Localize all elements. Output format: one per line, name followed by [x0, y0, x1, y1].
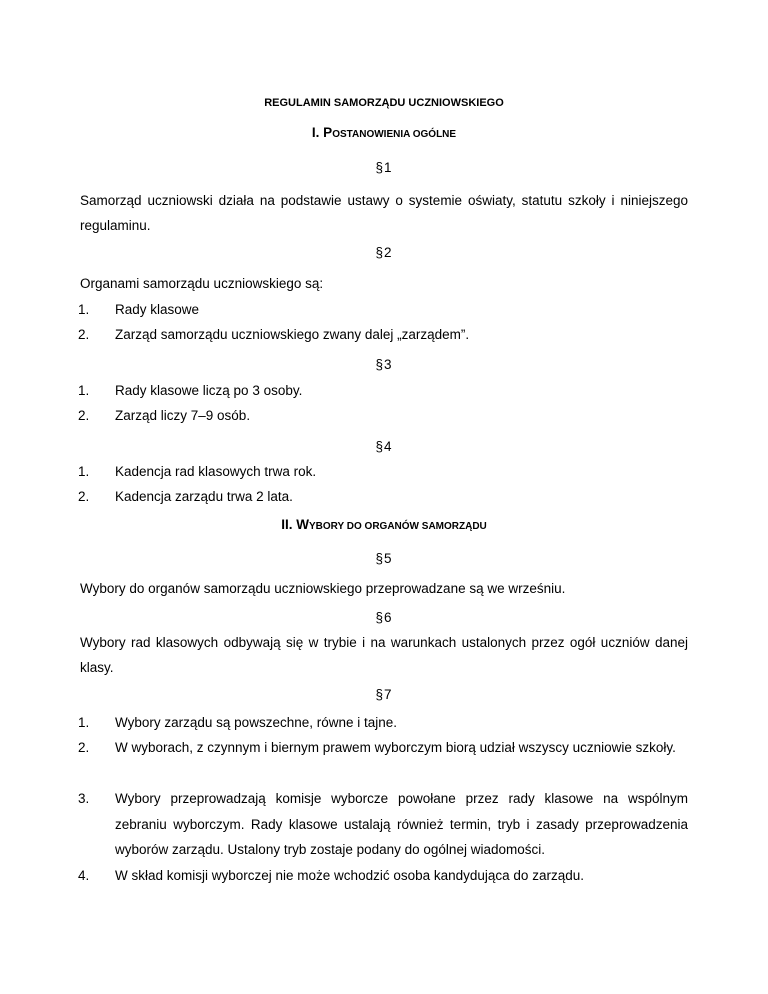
- list-item: 1. Wybory zarządu są powszechne, równe i tajne.: [78, 715, 398, 730]
- chapter-heading-1: [0, 125, 768, 140]
- section-text-5: Wybory do organów samorządu uczniowskiego przeprowadzane są we wrześniu.: [80, 581, 566, 596]
- section-text-2: Organami samorządu uczniowskiego są:: [80, 276, 324, 291]
- section-text-6: Wybory rad klasowych odbywają się w trybie i na warunkach ustalonych przez ogół uczniów danej klasy.: [80, 635, 688, 675]
- section-mark-2: §2: [375, 245, 393, 260]
- section-mark-3: §3: [375, 357, 393, 372]
- list-item: 4. W skład komisji wyborczej nie może wchodzić osoba kandydująca do zarządu.: [78, 868, 584, 883]
- chapter-title: OSTANOWIENIA OGÓLNE: [332, 129, 457, 140]
- document-title: REGULAMIN SAMORZĄDU UCZNIOWSKIEGO: [264, 97, 504, 109]
- chapter-heading-2: [0, 517, 768, 532]
- list-item: 2. Zarząd samorządu uczniowskiego zwany dalej „zarządem”.: [78, 327, 470, 342]
- list-item: 1. Kadencja rad klasowych trwa rok.: [78, 464, 317, 479]
- section-mark-6: §6: [375, 610, 393, 625]
- section-mark-4: §4: [375, 439, 393, 454]
- section-text-1: Samorząd uczniowski działa na podstawie ustawy o systemie oświaty, statutu szkoły i niniejszego regulaminu.: [80, 193, 688, 233]
- list-item: 1. Rady klasowe: [78, 302, 200, 317]
- section-mark-5: §5: [375, 551, 393, 566]
- list-item: 2. Kadencja zarządu trwa 2 lata.: [78, 489, 293, 504]
- chapter-title: YBORY DO ORGANÓW SAMORZĄDU: [308, 521, 487, 532]
- chapter-numeral: I. P: [311, 125, 333, 140]
- list-item: 1. Rady klasowe liczą po 3 osoby.: [78, 383, 303, 398]
- list-item: 3. Wybory przeprowadzają komisje wyborcze powołane przez rady klasowe na wspólnym zebraniu wyborczym. Rady klasowe ustalają również termin, tryb i zasady przeprowadzenia wyborów zarządu. Ustalony tryb zostaje podany do ogólnej wiadomości.: [78, 791, 688, 857]
- chapter-numeral: II. W: [281, 517, 309, 532]
- list-item: 2. Zarząd liczy 7–9 osób.: [78, 408, 251, 423]
- section-mark-7: §7: [375, 687, 393, 702]
- list-item: 2. W wyborach, z czynnym i biernym prawem wyborczym biorą udział wszyscy uczniowie szkoły.: [78, 740, 676, 755]
- section-mark-1: §1: [375, 160, 393, 175]
